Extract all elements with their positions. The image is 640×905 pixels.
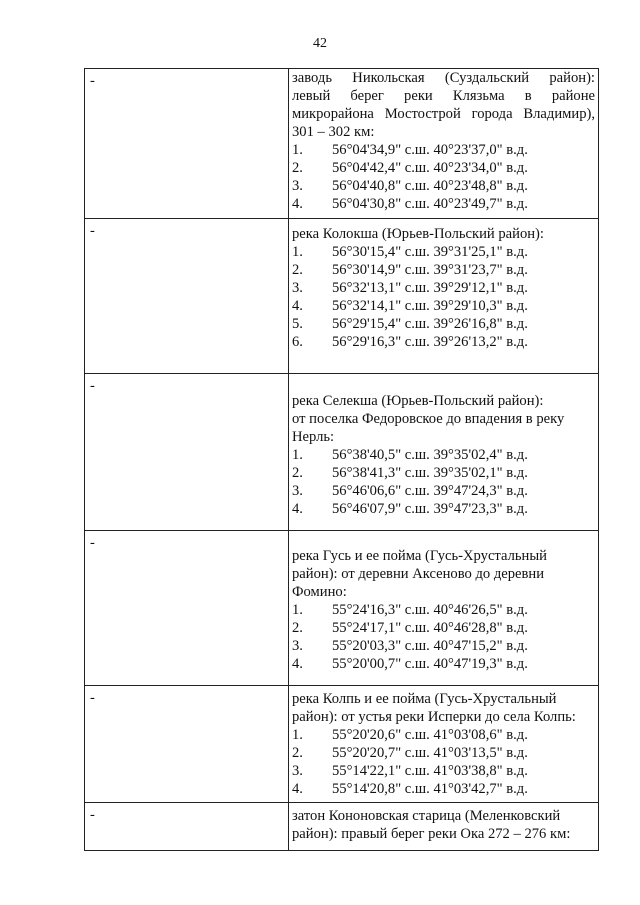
coordinate-value: 55°24'17,1" с.ш. 40°46'28,8" в.д.: [332, 620, 528, 636]
page-number: 42: [313, 36, 327, 51]
coordinate-number: 2.: [292, 465, 303, 481]
coordinate-item: [292, 315, 595, 333]
row-marker-cell: [85, 219, 289, 374]
table-row: [85, 374, 599, 531]
table-row: [85, 219, 599, 374]
coordinate-value: 56°30'15,4" с.ш. 39°31'25,1" в.д.: [332, 244, 528, 260]
coordinate-value: 56°29'16,3" с.ш. 39°26'13,2" в.д.: [332, 334, 528, 350]
row-dash: -: [90, 807, 95, 823]
coordinate-item: [292, 637, 595, 655]
coordinate-value: 56°30'14,9" с.ш. 39°31'23,7" в.д.: [332, 262, 528, 278]
coordinate-value: 56°46'06,6" с.ш. 39°47'24,3" в.д.: [332, 483, 528, 499]
coordinate-item: [292, 744, 595, 762]
coordinate-number: 1.: [292, 244, 303, 260]
coordinate-number: 1.: [292, 447, 303, 463]
coordinate-value: 56°04'30,8" с.ш. 40°23'49,7" в.д.: [332, 196, 528, 212]
description-line: 301 – 302 км:: [292, 124, 375, 140]
document-table: [84, 68, 599, 851]
table-row: [85, 686, 599, 803]
coordinate-value: 56°04'42,4" с.ш. 40°23'34,0" в.д.: [332, 160, 528, 176]
coordinate-item: [292, 297, 595, 315]
coordinate-value: 55°20'00,7" с.ш. 40°47'19,3" в.д.: [332, 656, 528, 672]
coordinate-item: [292, 726, 595, 744]
coordinate-value: 56°04'34,9" с.ш. 40°23'37,0" в.д.: [332, 142, 528, 158]
coordinate-item: [292, 333, 595, 351]
coordinate-number: 2.: [292, 262, 303, 278]
description-line: микрорайона Мостострой города Владимир),: [292, 106, 595, 122]
coordinate-number: 3.: [292, 178, 303, 194]
row-dash: -: [90, 223, 95, 239]
coordinate-item: [292, 655, 595, 673]
coordinate-item: [292, 500, 595, 518]
coordinate-item: [292, 482, 595, 500]
coordinate-value: 56°32'14,1" с.ш. 39°29'10,3" в.д.: [332, 298, 528, 314]
coordinate-number: 4.: [292, 656, 303, 672]
coordinate-item: [292, 279, 595, 297]
coordinate-value: 55°20'20,6" с.ш. 41°03'08,6" в.д.: [332, 727, 528, 743]
description-line: Нерль:: [292, 429, 335, 445]
coordinate-number: 2.: [292, 160, 303, 176]
coordinate-item: [292, 261, 595, 279]
description-line: река Колпь и ее пойма (Гусь-Хрустальный: [292, 691, 557, 707]
description-line: левый берег реки Клязьма в районе: [292, 88, 595, 104]
coordinate-number: 2.: [292, 745, 303, 761]
description-line: река Колокша (Юрьев-Польский район):: [292, 226, 544, 242]
description-line: район): от устья реки Исперки до села Колпь:: [292, 709, 576, 725]
table-row: [85, 803, 599, 851]
row-marker-cell: [85, 69, 289, 219]
coordinate-item: [292, 446, 595, 464]
description-line: затон Кононовская старица (Меленковский: [292, 808, 561, 824]
coordinate-number: 3.: [292, 763, 303, 779]
row-marker-cell: [85, 686, 289, 803]
coordinate-value: 56°46'07,9" с.ш. 39°47'23,3" в.д.: [332, 501, 528, 517]
coordinate-value: 55°14'22,1" с.ш. 41°03'38,8" в.д.: [332, 763, 528, 779]
coordinate-number: 5.: [292, 316, 303, 332]
coordinate-number: 6.: [292, 334, 303, 350]
coordinate-item: [292, 243, 595, 261]
description-line: заводь Никольская (Суздальский район):: [292, 70, 595, 86]
coordinate-item: [292, 177, 595, 195]
coordinate-item: [292, 762, 595, 780]
coordinate-value: 55°14'20,8" с.ш. 41°03'42,7" в.д.: [332, 781, 528, 797]
coordinate-number: 4.: [292, 781, 303, 797]
row-marker-cell: [85, 531, 289, 686]
coordinate-number: 1.: [292, 142, 303, 158]
coordinate-item: [292, 619, 595, 637]
coordinate-item: [292, 601, 595, 619]
row-dash: -: [90, 690, 95, 706]
row-dash: -: [90, 378, 95, 394]
coordinate-value: 56°29'15,4" с.ш. 39°26'16,8" в.д.: [332, 316, 528, 332]
coordinate-number: 2.: [292, 620, 303, 636]
row-marker-cell: [85, 374, 289, 531]
row-description-cell: [289, 686, 599, 803]
coordinate-number: 1.: [292, 727, 303, 743]
coordinate-value: 56°32'13,1" с.ш. 39°29'12,1" в.д.: [332, 280, 528, 296]
description-line: река Гусь и ее пойма (Гусь-Хрустальный: [292, 548, 547, 564]
row-description-cell: [289, 803, 599, 851]
coordinate-value: 56°38'40,5" с.ш. 39°35'02,4" в.д.: [332, 447, 528, 463]
row-description-cell: [289, 219, 599, 374]
coordinate-item: [292, 159, 595, 177]
table-row: [85, 531, 599, 686]
coordinate-number: 4.: [292, 196, 303, 212]
description-line: район): от деревни Аксеново до деревни: [292, 566, 545, 582]
description-line: район): правый берег реки Ока 272 – 276 км:: [292, 826, 571, 842]
row-description-cell: [289, 69, 599, 219]
table-row: [85, 69, 599, 219]
coordinate-number: 1.: [292, 602, 303, 618]
row-description-cell: [289, 374, 599, 531]
coordinate-value: 55°20'03,3" с.ш. 40°47'15,2" в.д.: [332, 638, 528, 654]
coordinate-value: 56°04'40,8" с.ш. 40°23'48,8" в.д.: [332, 178, 528, 194]
coordinate-item: [292, 141, 595, 159]
coordinate-number: 4.: [292, 501, 303, 517]
description-line: от поселка Федоровское до впадения в реку: [292, 411, 565, 427]
row-marker-cell: [85, 803, 289, 851]
coordinate-item: [292, 195, 595, 213]
row-dash: -: [90, 73, 95, 89]
coordinate-item: [292, 464, 595, 482]
coordinate-number: 3.: [292, 280, 303, 296]
coordinate-value: 55°24'16,3" с.ш. 40°46'26,5" в.д.: [332, 602, 528, 618]
row-description-cell: [289, 531, 599, 686]
coordinate-value: 56°38'41,3" с.ш. 39°35'02,1" в.д.: [332, 465, 528, 481]
description-line: Фомино:: [292, 584, 347, 600]
coordinate-number: 3.: [292, 483, 303, 499]
coordinate-item: [292, 780, 595, 798]
coordinate-value: 55°20'20,7" с.ш. 41°03'13,5" в.д.: [332, 745, 528, 761]
row-dash: -: [90, 535, 95, 551]
description-line: река Селекша (Юрьев-Польский район):: [292, 393, 544, 409]
coordinate-number: 4.: [292, 298, 303, 314]
coordinate-number: 3.: [292, 638, 303, 654]
